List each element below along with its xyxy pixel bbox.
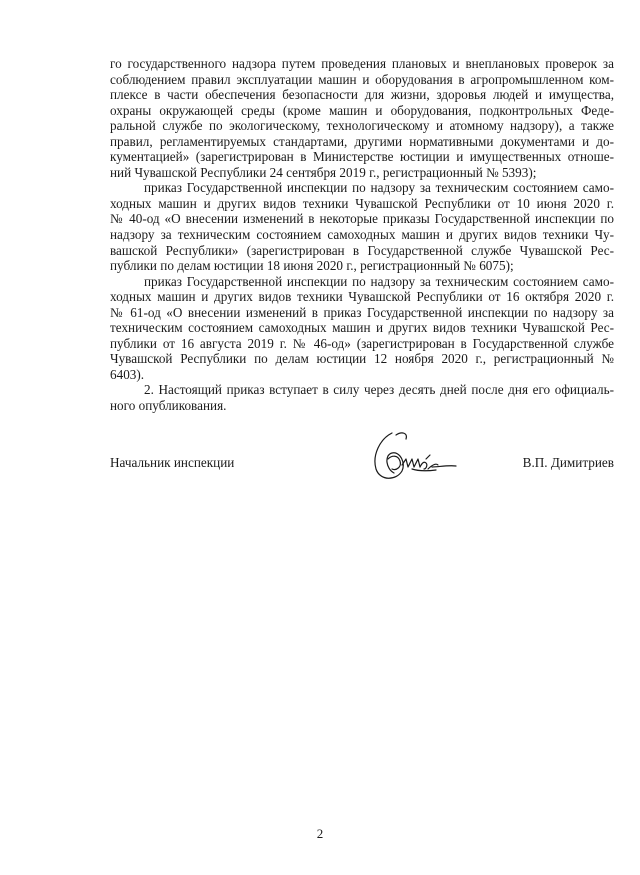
- signatory-name: В.П. Димитриев: [522, 455, 614, 470]
- text-line: соблюдением правил эксплуатации машин и оборудования в агропромышленном ком-: [110, 71, 614, 87]
- text-line: вашской Республики» (зарегистрирован в Государственной службе Чувашской Рес-: [110, 242, 614, 258]
- text-line: Чувашской Республики по делам юстиции 12 ноября 2020 г., регистрационный №: [110, 351, 614, 367]
- text-line: 6403).: [110, 366, 145, 382]
- text-line: охраны окружающей среды (кроме машин и оборудования, подконтрольных Феде-: [110, 102, 614, 118]
- text-line: ний Чувашской Республики 24 сентября 2019 г., регистрационный № 5393);: [110, 164, 537, 180]
- text-line: публики по делам юстиции 18 июня 2020 г., регистрационный № 6075);: [110, 258, 514, 274]
- document-body: [110, 56, 614, 414]
- text-line: 2. Настоящий приказ вступает в силу через десять дней после дня его официаль-: [144, 382, 614, 398]
- text-line: приказ Государственной инспекции по надзору за техническим состоянием само-: [144, 180, 614, 196]
- text-line: надзору за техническим состоянием самоходных машин и других видов техники Чу-: [110, 227, 614, 243]
- signatory-title: Начальник инспекции: [110, 455, 235, 470]
- text-line: ходных машин и других видов техники Чувашской Республики от 10 июня 2020 г.: [110, 195, 614, 211]
- text-line: ральной службе по экологическому, технологическому и атомному надзору), а также: [110, 118, 614, 134]
- text-line: плексе в части обеспечения безопасности для жизни, здоровья людей и имущества,: [110, 87, 614, 103]
- text-line: правил, регламентируемых стандартами, другими нормативными документами и до-: [110, 133, 614, 149]
- text-line: ходных машин и других видов техники Чувашской Республики от 16 октября 2020 г.: [110, 289, 614, 305]
- text-line: го государственного надзора путем проведения плановых и внеплановых проверок за: [110, 56, 614, 71]
- text-line: ного опубликования.: [110, 398, 227, 414]
- handwritten-signature: [362, 425, 462, 489]
- text-line: приказ Государственной инспекции по надзору за техническим состоянием само-: [144, 273, 614, 289]
- text-line: техническим состоянием самоходных машин и других видов техники Чувашской Рес-: [110, 320, 614, 336]
- text-line: кументацией» (зарегистрирован в Министерстве юстиции и имущественных отноше-: [110, 149, 614, 165]
- text-line: публики от 16 августа 2019 г. № 46-од» (зарегистрирован в Государственной службе: [110, 335, 614, 351]
- text-line: № 40-од «О внесении изменений в некоторые приказы Государственной инспекции по: [110, 211, 614, 227]
- page-number: 2: [316, 826, 324, 841]
- text-line: № 61-од «О внесении изменений в приказ Государственной инспекции по надзору за: [110, 304, 614, 320]
- signature-block: [110, 453, 614, 503]
